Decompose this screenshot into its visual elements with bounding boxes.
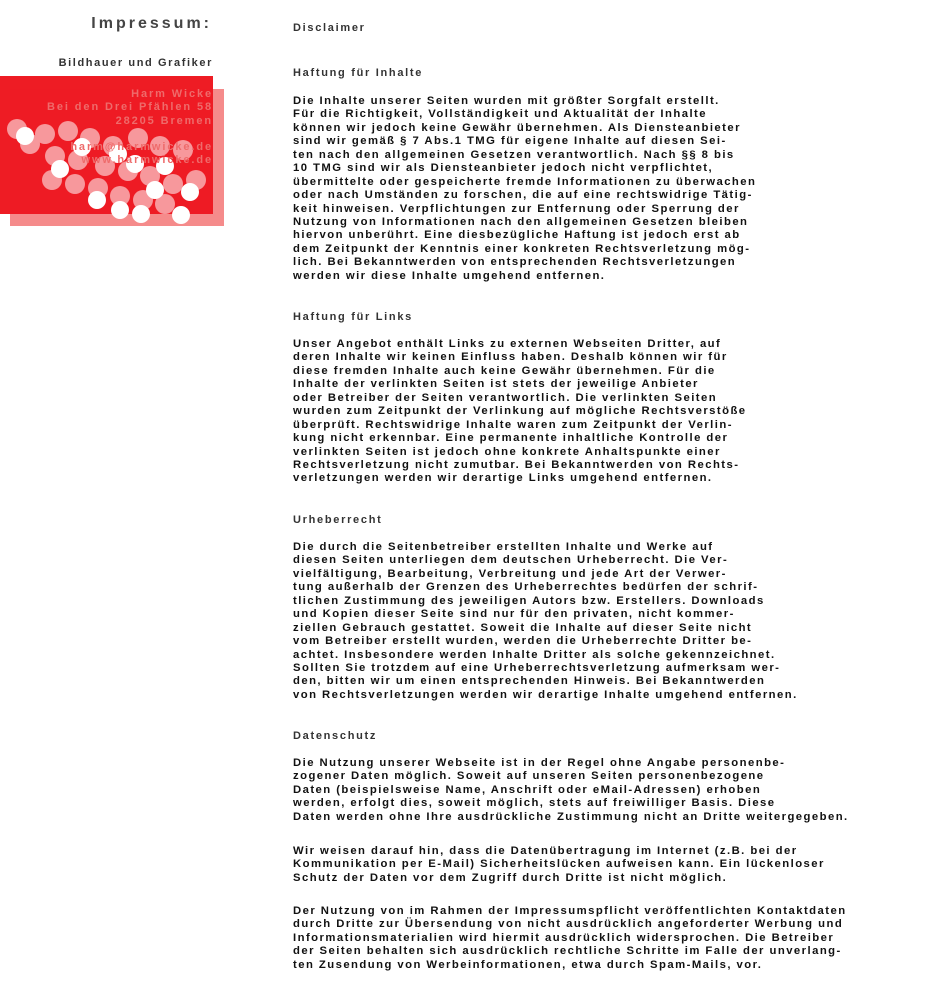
text-line: diese fremden Inhalte auch keine Gewähr übernehmen. Für die <box>293 364 716 377</box>
text-line: Daten werden ohne Ihre ausdrückliche Zustimmung nicht an Dritte weitergegeben. <box>293 810 849 823</box>
datenschutz-text-1 <box>293 757 849 824</box>
text-line: vielfältigung, Bearbeitung, Verbreitung und jede Art der Verwer- <box>293 567 727 580</box>
haftung-inhalte-heading: Haftung für Inhalte <box>293 67 424 79</box>
text-line: tlichen Zustimmung des jeweiligen Autors bzw. Erstellers. Downloads <box>293 594 765 607</box>
text-line: Kommunikation per E-Mail) Sicherheitslücken aufweisen kann. Ein lückenloser <box>293 858 825 871</box>
text-line: Daten (beispielsweise Name, Anschrift oder eMail-Adressen) erhoben <box>293 783 762 796</box>
text-line: Informationsmaterialien wird hiermit ausdrücklich widersprochen. Die Betreiber <box>293 931 835 944</box>
text-line: keit hinweisen. Verpflichtungen zur Entfernung oder Sperrung der <box>293 202 740 215</box>
text-line: übermittelte oder gespeicherte fremde Informationen zu überwachen <box>293 175 757 188</box>
text-line: Unser Angebot enthält Links zu externen Webseiten Dritter, auf <box>293 338 722 350</box>
text-line: werden, erfolgt dies, soweit möglich, stets auf freiwilliger Basis. Diese <box>293 797 776 810</box>
text-line: Schutz der Daten vor dem Zugriff durch Dritte ist nicht möglich. <box>293 871 728 884</box>
text-line: oder Betreiber der Seiten verantwortlich. Die verlinkten Seiten <box>293 391 718 404</box>
text-line: Die durch die Seitenbetreiber erstellten Inhalte und Werke auf <box>293 541 714 553</box>
text-line: ten nach den allgemeinen Gesetzen verantwortlich. Nach §§ 8 bis <box>293 148 735 161</box>
text-line: verletzungen werden wir derartige Links umgehend entfernen. <box>293 472 713 485</box>
urheberrecht-heading: Urheberrecht <box>293 514 383 526</box>
datenschutz-text-3 <box>293 905 847 972</box>
text-line: hiervon unberührt. Eine diesbezügliche Haftung ist jedoch erst ab <box>293 229 741 242</box>
text-line: diesen Seiten unterliegen dem deutschen Urheberrecht. Die Ver- <box>293 554 729 567</box>
text-line: wurden zum Zeitpunkt der Verlinkung auf mögliche Rechtsverstöße <box>293 405 747 418</box>
street-address: Bei den Drei Pfählen 58 <box>47 101 213 114</box>
haftung-inhalte-text <box>293 95 756 283</box>
text-line: können wir jedoch keine Gewähr übernehmen. Als Diensteanbieter <box>293 121 741 134</box>
text-line: Wir weisen darauf hin, dass die Datenübertragung im Internet (z.B. bei der <box>293 845 798 857</box>
datenschutz-heading: Datenschutz <box>293 730 378 742</box>
text-line: dem Zeitpunkt der Kenntnis einer konkreten Rechtsverletzung mög- <box>293 242 751 255</box>
text-line: sind wir gemäß § 7 Abs.1 TMG für eigene Inhalte auf diesen Sei- <box>293 135 727 148</box>
text-line: kung nicht erkennbar. Eine permanente inhaltliche Kontrolle der <box>293 432 729 445</box>
text-line: vom Betreiber erstellt wurden, werden die Urheberrechte Dritter be- <box>293 635 753 648</box>
text-line: überprüft. Rechtswidrige Inhalte waren zum Zeitpunkt der Verlin- <box>293 418 733 431</box>
page-title: Impressum: <box>91 15 212 32</box>
text-line: oder nach Umständen zu forschen, die auf eine rechtswidrige Tätig- <box>293 189 753 202</box>
text-line: ziellen Gebrauch gestattet. Soweit die Inhalte auf dieser Seite nicht <box>293 621 753 634</box>
text-line: zogener Daten möglich. Soweit auf unseren Seiten personenbezogene <box>293 770 765 783</box>
text-line: Die Inhalte unserer Seiten wurden mit größter Sorgfalt erstellt. <box>293 95 720 107</box>
text-line: deren Inhalte wir keinen Einfluss haben. Deshalb können wir für <box>293 351 728 364</box>
text-line: achtet. Insbesondere werden Inhalte Dritter als solche gekennzeichnet. <box>293 648 776 661</box>
text-line: 10 TMG sind wir als Diensteanbieter jedoch nicht verpflichtet, <box>293 162 714 175</box>
text-line: tung außerhalb der Grenzen des Urheberrechtes bedürfen der schrif- <box>293 581 759 594</box>
text-line: von Rechtsverletzungen werden wir derartige Inhalte umgehend entfernen. <box>293 688 798 701</box>
datenschutz-text-2 <box>293 845 825 885</box>
text-line: ten Zusendung von Werbeinformationen, etwa durch Spam-Mails, vor. <box>293 958 763 971</box>
text-line: den, bitten wir um einen entsprechenden Hinweis. Bei Bekanntwerden <box>293 675 766 688</box>
spacer <box>47 128 213 141</box>
sidebar <box>0 0 226 240</box>
text-line: lich. Bei Bekanntwerden von entsprechenden Rechtsverletzungen <box>293 256 737 269</box>
text-line: Inhalte der verlinkten Seiten ist stets der jeweilige Anbieter <box>293 378 699 391</box>
text-line: Für die Richtigkeit, Vollständigkeit und Aktualität der Inhalte <box>293 108 707 121</box>
email-link[interactable]: harm@harmwicke.de <box>70 140 213 153</box>
postal-city: 28205 Bremen <box>115 114 213 127</box>
profession-subtitle: Bildhauer und Grafiker <box>58 57 213 69</box>
text-line: durch Dritte zur Übersendung von nicht ausdrücklich angeforderter Werbung und <box>293 918 844 931</box>
disclaimer-heading: Disclaimer <box>293 22 366 34</box>
owner-name: Harm Wicke <box>131 88 213 100</box>
text-line: Der Nutzung von im Rahmen der Impressumspflicht veröffentlichten Kontaktdaten <box>293 905 847 917</box>
urheberrecht-text <box>293 541 798 702</box>
haftung-links-text <box>293 338 747 486</box>
website-link[interactable]: www.harmwicke.de <box>81 154 213 167</box>
text-line: verlinkten Seiten ist jedoch ohne konkrete Anhaltspunkte einer <box>293 445 721 458</box>
text-line: der Seiten behalten sich ausdrücklich rechtliche Schritte im Falle der unverlang- <box>293 945 842 958</box>
text-line: Rechtsverletzung nicht zumutbar. Bei Bekanntwerden von Rechts- <box>293 458 740 471</box>
text-line: Die Nutzung unserer Webseite ist in der Regel ohne Angabe personenbe- <box>293 757 786 769</box>
text-line: Nutzung von Informationen nach den allgemeinen Gesetzen bleiben <box>293 215 749 228</box>
text-line: werden wir diese Inhalte umgehend entfernen. <box>293 269 606 282</box>
haftung-links-heading: Haftung für Links <box>293 311 413 323</box>
text-line: und Kopien dieser Seite sind nur für den privaten, nicht kommer- <box>293 608 735 621</box>
address-block <box>47 88 213 167</box>
text-line: Sollten Sie trotzdem auf eine Urheberrechtsverletzung aufmerksam wer- <box>293 661 781 674</box>
